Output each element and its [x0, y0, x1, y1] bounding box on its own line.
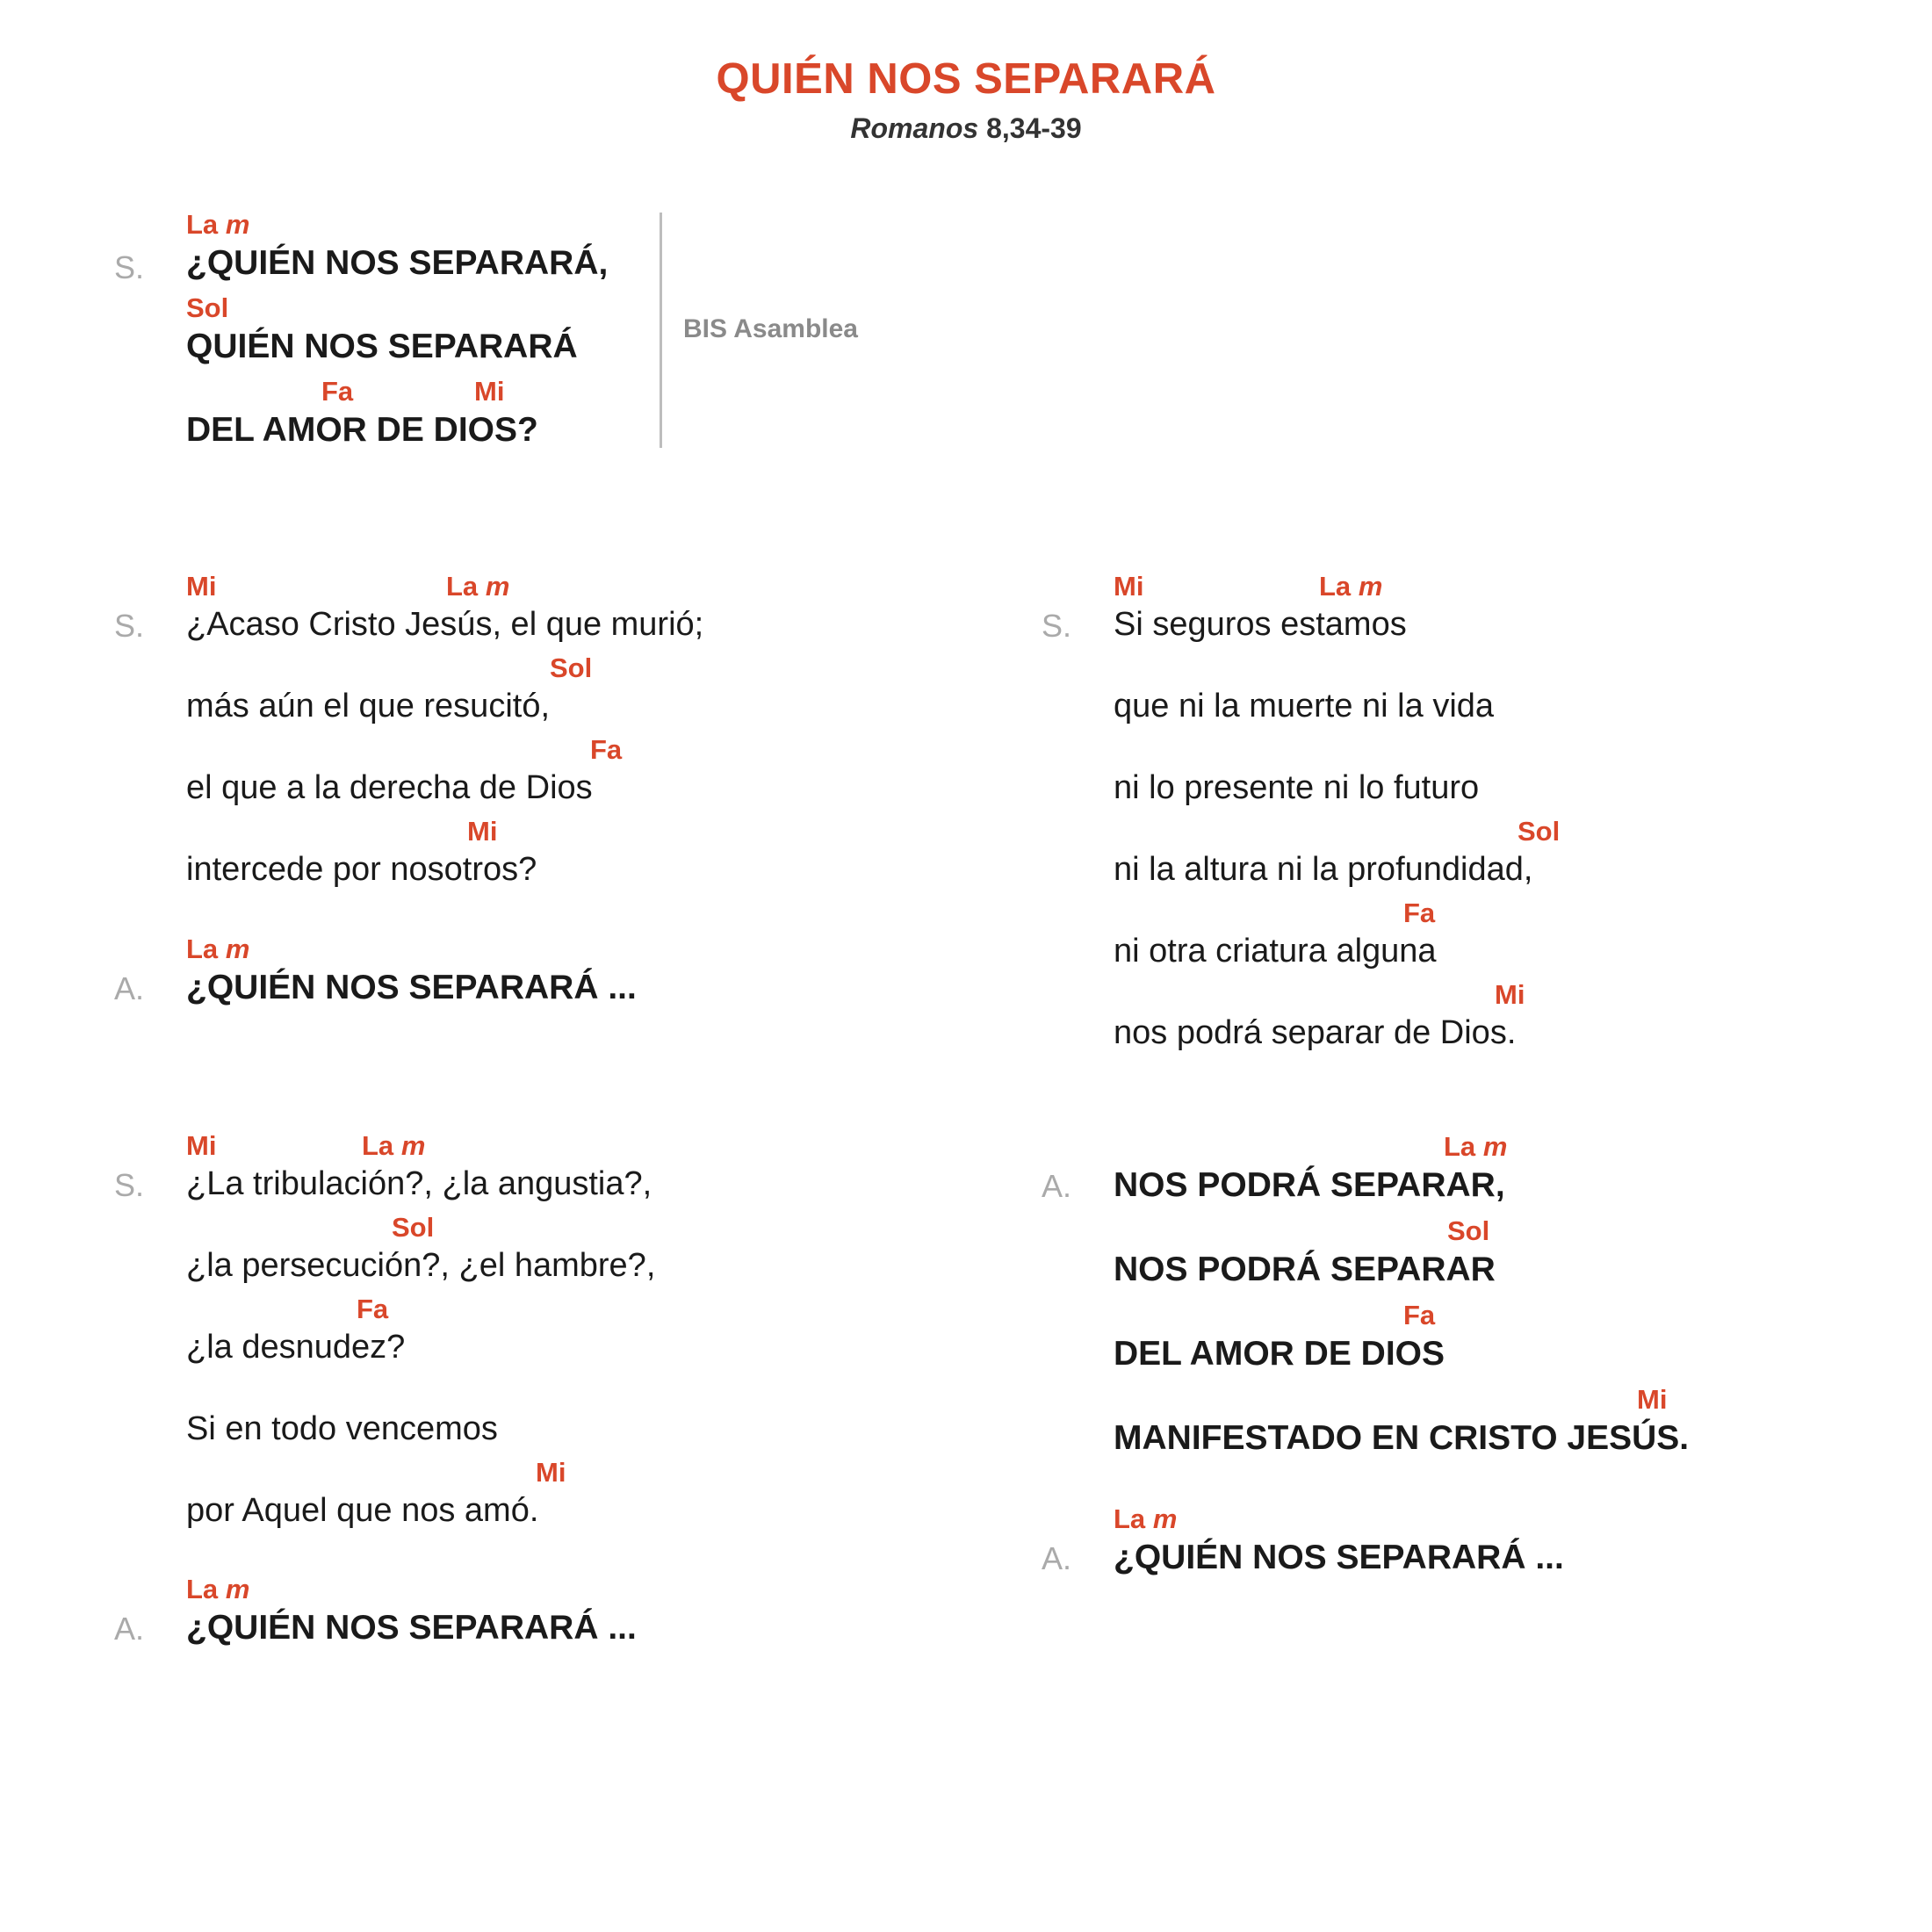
role-soloist: S.: [114, 249, 145, 285]
chord: La m: [186, 1574, 250, 1604]
chord: Fa: [1403, 898, 1436, 928]
lyric-line: Si en todo vencemos: [186, 1410, 498, 1447]
role-assembly: A.: [1042, 1168, 1072, 1204]
lyric-line: ¿QUIÉN NOS SEPARARÁ ...: [186, 1609, 637, 1647]
lyric-line: intercede por nosotros?: [186, 851, 537, 888]
lyric-line: por Aquel que nos amó.: [186, 1492, 539, 1529]
chord: Fa: [590, 734, 623, 765]
lyric-line: más aún el que resucitó,: [186, 688, 551, 724]
lyric-line: ¿la persecución?, ¿el hambre?,: [186, 1247, 656, 1284]
lyric-line: MANIFESTADO EN CRISTO JESÚS.: [1114, 1419, 1690, 1457]
chord: Mi: [1114, 571, 1144, 602]
song-title: QUIÉN NOS SEPARARÁ: [716, 55, 1216, 103]
chord: Mi: [474, 376, 505, 407]
role-soloist: S.: [1042, 608, 1072, 644]
chord: Sol: [1517, 816, 1561, 847]
lyric-line: DEL AMOR DE DIOS: [1114, 1335, 1445, 1373]
reference-book: Romanos: [850, 112, 979, 144]
chord: Sol: [550, 652, 593, 683]
lyric-line: que ni la muerte ni la vida: [1114, 688, 1495, 724]
role-soloist: S.: [114, 1167, 145, 1203]
role-soloist: S.: [114, 608, 145, 644]
chord: La m: [186, 934, 250, 964]
chord: Fa: [1403, 1300, 1436, 1330]
lyric-line: NOS PODRÁ SEPARAR: [1114, 1251, 1496, 1288]
chord: La m: [1444, 1131, 1508, 1162]
lyric-line: ¿QUIÉN NOS SEPARARÁ ...: [186, 969, 637, 1006]
lyric-line: Si seguros estamos: [1114, 606, 1407, 643]
role-assembly: A.: [1042, 1540, 1072, 1576]
lyric-line: el que a la derecha de Dios: [186, 769, 593, 806]
chord: Sol: [186, 292, 229, 323]
bis-divider: [660, 213, 662, 448]
chord: Mi: [186, 571, 217, 602]
chord: Mi: [1637, 1384, 1668, 1415]
chord: Mi: [536, 1457, 566, 1488]
chord: Mi: [186, 1130, 217, 1161]
chord: La m: [362, 1130, 426, 1161]
chord: La m: [446, 571, 510, 602]
lyric-line: QUIÉN NOS SEPARARÁ: [186, 328, 578, 365]
role-assembly: A.: [114, 970, 145, 1006]
lyric-line: nos podrá separar de Dios.: [1114, 1014, 1517, 1051]
chord: La m: [186, 209, 250, 240]
lyric-line: ni lo presente ni lo futuro: [1114, 769, 1480, 806]
chord: Mi: [1495, 979, 1525, 1010]
role-assembly: A.: [114, 1611, 145, 1647]
chord: Sol: [392, 1212, 435, 1243]
lyric-line: ni otra criatura alguna: [1114, 933, 1437, 970]
lyric-line: DEL AMOR DE DIOS?: [186, 411, 538, 449]
lyric-line: ni la altura ni la profundidad,: [1114, 851, 1533, 888]
chord: La m: [1319, 571, 1383, 602]
lyric-line: ¿la desnudez?: [186, 1329, 406, 1366]
lyric-line: ¿La tribulación?, ¿la angustia?,: [186, 1165, 652, 1202]
reference-verses: 8,34-39: [986, 112, 1082, 144]
lyric-line: ¿QUIÉN NOS SEPARARÁ ...: [1114, 1539, 1564, 1576]
chord: La m: [1114, 1503, 1178, 1534]
bis-note: BIS Asamblea: [683, 314, 858, 343]
chord: Fa: [321, 376, 354, 407]
scripture-reference: [0, 112, 1932, 145]
chord: Fa: [357, 1294, 389, 1324]
chord: Mi: [467, 816, 498, 847]
lyric-line: NOS PODRÁ SEPARAR,: [1114, 1166, 1505, 1204]
lyric-line: ¿QUIÉN NOS SEPARARÁ,: [186, 244, 609, 282]
chord: Sol: [1447, 1215, 1490, 1246]
lyric-line: ¿Acaso Cristo Jesús, el que murió;: [186, 606, 704, 643]
